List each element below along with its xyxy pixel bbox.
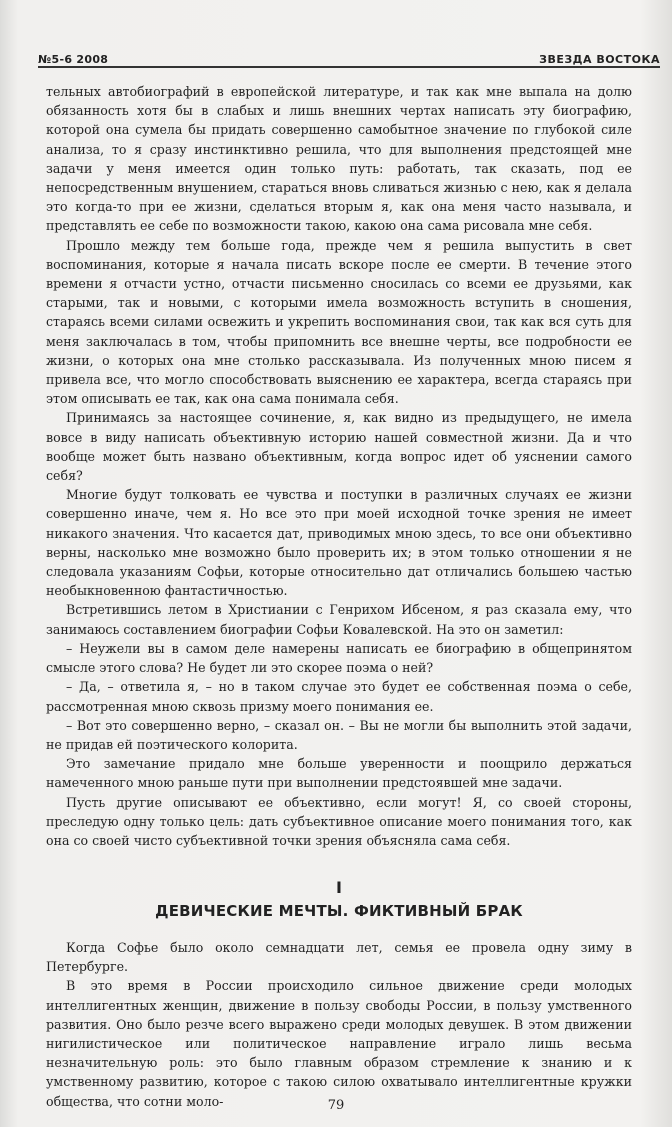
running-header <box>38 44 660 68</box>
main-text <box>46 82 632 850</box>
paragraph: Встретившись летом в Христиании с Генрихом Ибсеном, я раз сказала ему, что занимаюсь составлением биографии Софьи Ковалевской. На это он заметил: <box>46 602 632 637</box>
paragraph: Принимаясь за настоящее сочинение, я, как видно из предыдущего, не имела вовсе в виду написать объективную историю нашей совместной жизни. Да и что вообще может быть названо объективным, когда вопрос идет об уяснении самого себя? <box>46 410 632 484</box>
paragraph: – Вот это совершенно верно, – сказал он. – Вы не могли бы выполнить этой задачи, не придав ей поэтического колорита. <box>46 717 632 752</box>
paragraph: Многие будут толковать ее чувства и поступки в различных случаях ее жизни совершенно иначе, чем я. Но все это при моей исходной точке зрения не имеет никакого значения. Что касается дат, приводимых мною здесь, то все они объективно верны, насколько мне возможно было проверить их; в этом только отношении я не следовала указаниям Софьи, которые относительно дат отличались большею частью необыкновенною фантастичностью. <box>46 487 632 599</box>
paragraph: Это замечание придало мне больше уверенности и поощрило держаться намеченного мною раньше пути при выполнении предстоявшей мне задачи. <box>46 756 632 791</box>
paragraph: – Да, – ответила я, – но в таком случае это будет ее собственная поэма о себе, рассмотренная мною сквозь призму моего понимания ее. <box>46 679 632 714</box>
chapter-text <box>46 938 632 1111</box>
chapter-heading <box>46 878 632 922</box>
paragraph: Прошло между тем больше года, прежде чем я решила выпустить в свет воспоминания, которые я начала писать вскоре после ее смерти. В течение этого времени я отчасти устно, отчасти письменно сносилась со всеми ее друзьями, как старыми, так и новыми, с которыми имела возможность вступить в сношения, стараясь всеми силами освежить и укрепить воспоминания свои, так как вся суть для меня заключалась в том, чтобы припомнить все внешне черты, все подробности ее жизни, о которых она мне столько рассказывала. Из полученных мною писем я привела все, что могло способствовать выяснению ее характера, всегда стараясь при этом описывать ее так, как она сама понимала себя. <box>46 237 632 407</box>
paragraph: – Неужели вы в самом деле намерены написать ее биографию в общепринятом смысле этого слова? Не будет ли это скорее поэма о ней? <box>46 640 632 676</box>
journal-title: ЗВЕЗДА ВОСТОКА <box>539 53 660 66</box>
paragraph: В это время в России происходило сильное движение среди молодых интеллигентных женщин, движение в пользу свободы России, в пользу умственного развития. Оно было резче всего выражено среди молодых девушек. В этом движении нигилистическое или политическое направление играло лишь весьма незначительную роль: это было главным образом стремление к знанию и к умственному развитию, которое с такою силою охватывало интеллигентные кружки общества, что сотни моло- <box>46 978 632 1109</box>
paragraph: Пусть другие описывают ее объективно, если могут! Я, со своей стороны, преследую одну только цель: дать субъективное описание моего понимания того, как она со своей чисто субъективной точки зрения объясняла сама себя. <box>46 794 632 848</box>
page-number: 79 <box>327 1098 345 1113</box>
paragraph: Когда Софье было около семнадцати лет, семья ее провела одну зиму в Петербурге. <box>46 940 632 975</box>
chapter-number: I <box>336 878 342 897</box>
paragraph: тельных автобиографий в европейской литературе, и так как мне выпала на долю обязанность хотя бы в слабых и лишь внешних чертах написать эту биографию, которой она сумела бы придать совершенно самобытное значение по глубокой силе анализа, то я сразу инстинктивно решила, что для выполнения предстоящей мне задачи у меня имеется один только путь: работать, так сказать, под ее непосредственным внушением, стараться вновь сливаться жизнью с нею, как я делала это когда-то при ее жизни, сделаться вторым я, как она меня часто называла, и представлять ее себе по возможности такою, какою она сама рисовала мне себя. <box>46 84 632 234</box>
issue-number: №5-6 2008 <box>38 53 109 66</box>
chapter-title: ДЕВИЧЕСКИЕ МЕЧТЫ. ФИКТИВНЫЙ БРАК <box>155 902 523 920</box>
